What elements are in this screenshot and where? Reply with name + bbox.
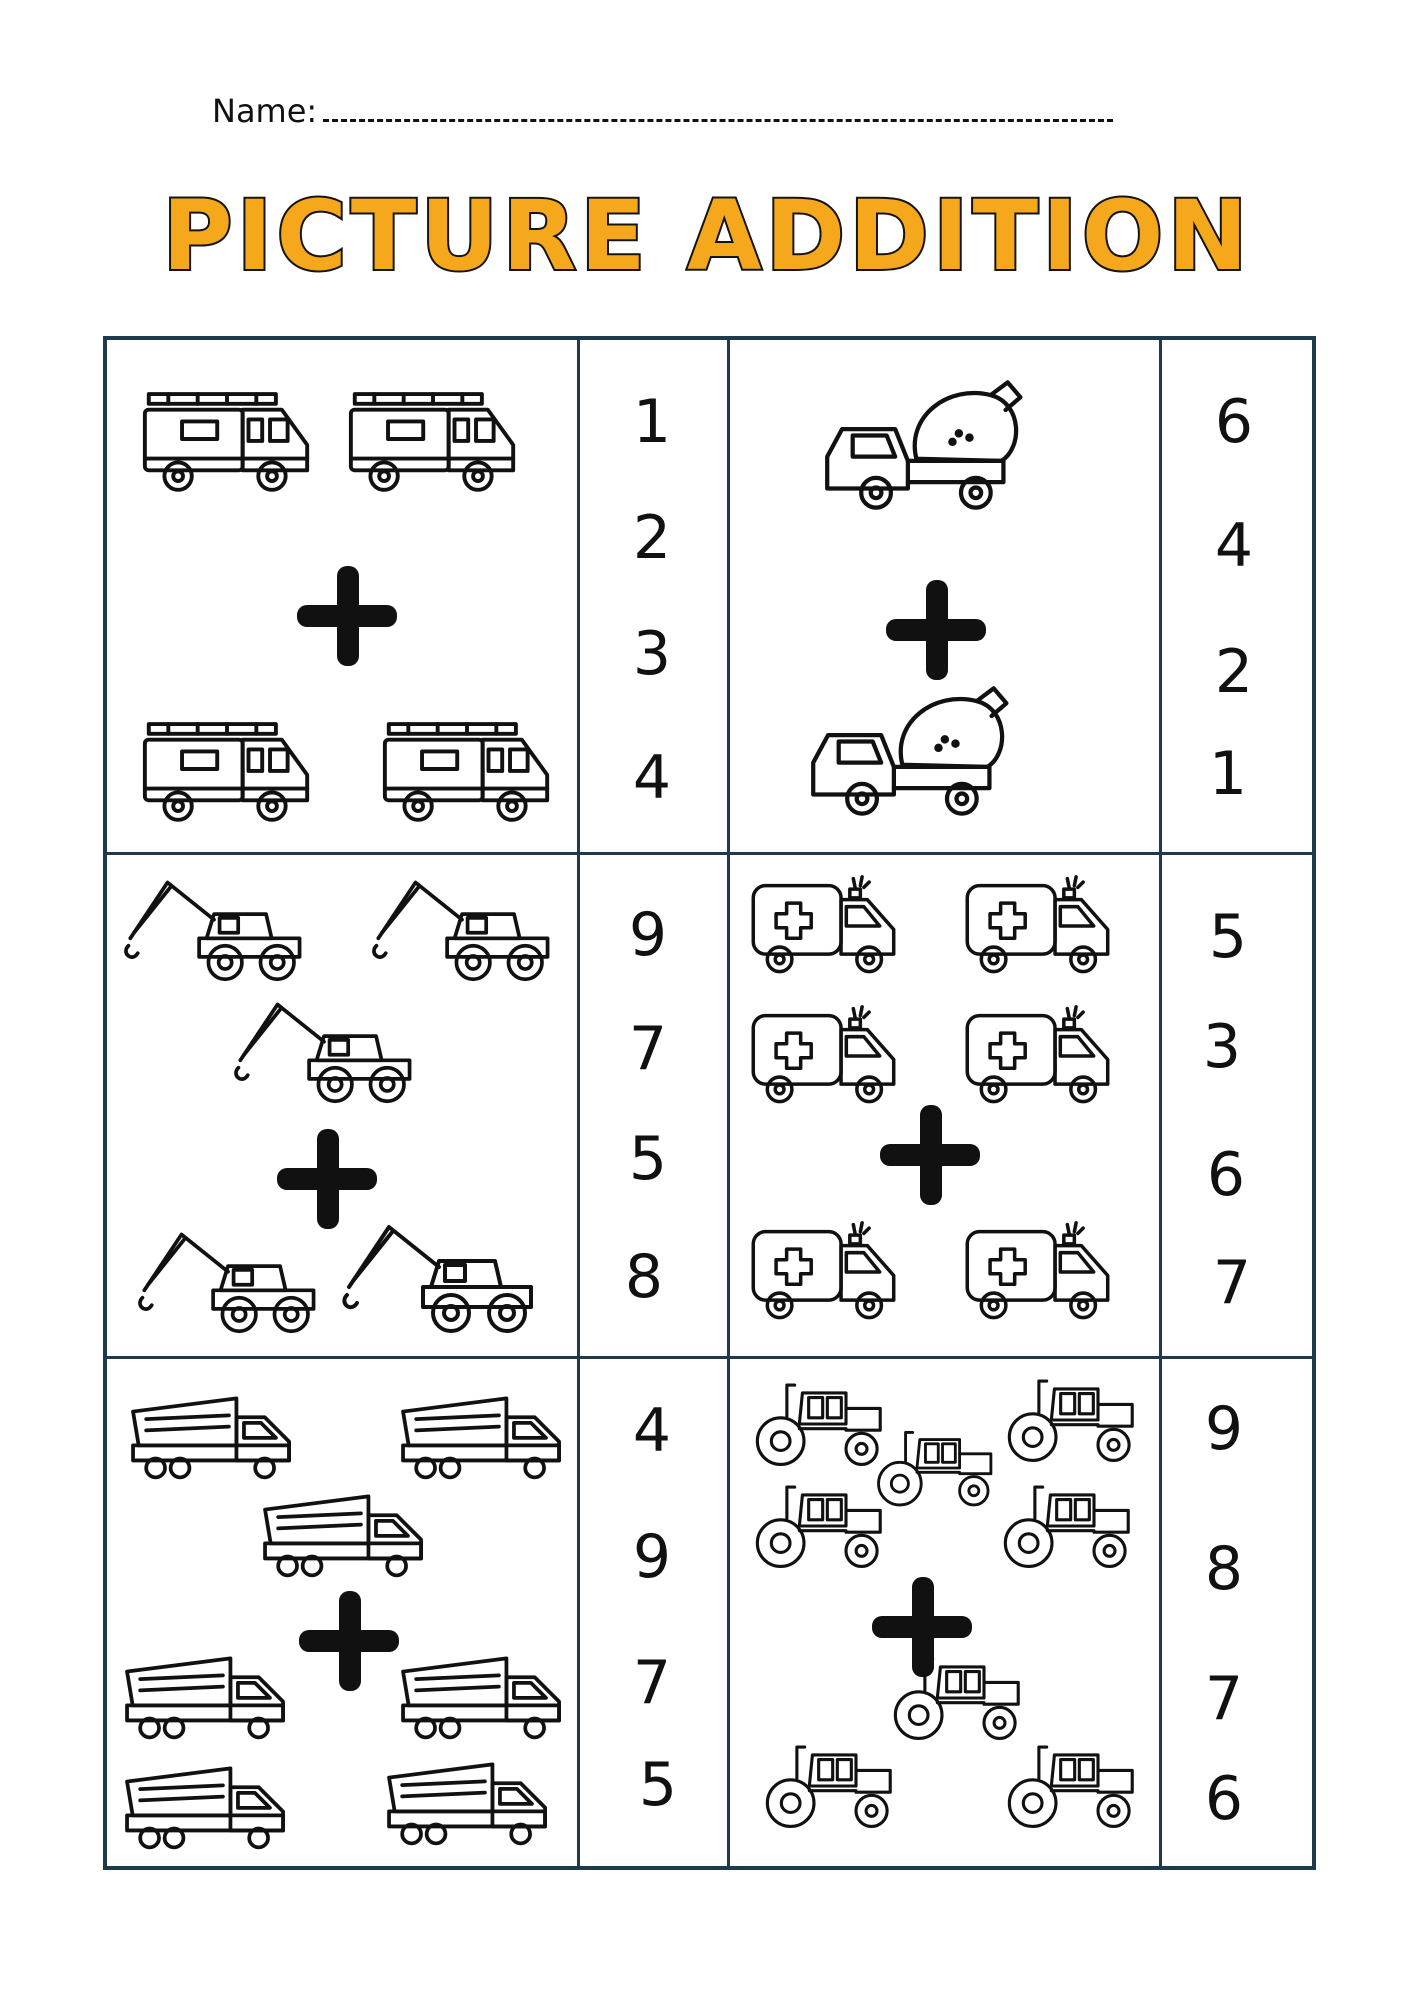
fire-truck-icon — [345, 380, 521, 498]
tractor-icon — [758, 1739, 898, 1833]
cement-mixer-icon — [820, 376, 1034, 514]
tractor-icon — [996, 1479, 1136, 1573]
answer-option[interactable]: 4 — [1214, 511, 1254, 581]
problem-3-picture — [107, 855, 577, 1356]
answer-option[interactable]: 5 — [1208, 902, 1248, 972]
answer-option[interactable]: 7 — [1204, 1664, 1244, 1734]
worksheet-grid — [103, 336, 1316, 1870]
ambulance-icon — [748, 1219, 906, 1325]
name-label: Name: — [212, 92, 318, 130]
excavator-icon — [231, 995, 417, 1107]
tractor-icon — [1000, 1373, 1140, 1467]
problem-6-picture — [730, 1359, 1159, 1867]
answer-option[interactable]: 8 — [624, 1242, 664, 1312]
dump-truck-icon — [397, 1649, 567, 1743]
answer-option[interactable]: 4 — [632, 743, 672, 813]
dump-truck-icon — [127, 1389, 297, 1483]
answer-option[interactable]: 2 — [632, 503, 672, 573]
plus-icon — [886, 580, 986, 680]
ambulance-icon — [962, 1003, 1120, 1109]
answer-option[interactable]: 7 — [1212, 1248, 1252, 1318]
tractor-icon — [748, 1479, 888, 1573]
answer-option[interactable]: 6 — [1214, 387, 1254, 457]
problem-2-picture — [730, 340, 1159, 852]
answer-option[interactable]: 2 — [1214, 637, 1254, 707]
tractor-icon — [748, 1377, 888, 1471]
answer-option[interactable]: 1 — [632, 387, 672, 457]
answer-option[interactable]: 9 — [628, 900, 668, 970]
problem-2-options — [1162, 340, 1312, 852]
problem-4-picture — [730, 855, 1159, 1356]
plus-icon — [880, 1105, 980, 1205]
page-title: PICTURE ADDITION — [162, 180, 1252, 292]
fire-truck-icon — [139, 710, 315, 828]
excavator-icon — [135, 1225, 321, 1337]
ambulance-icon — [748, 873, 906, 979]
dump-truck-icon — [121, 1759, 291, 1853]
plus-icon — [277, 1129, 377, 1229]
answer-option[interactable]: 3 — [632, 619, 672, 689]
problem-1-options — [580, 340, 727, 852]
excavator-icon — [369, 873, 555, 985]
answer-option[interactable]: 3 — [1202, 1012, 1242, 1082]
answer-option[interactable]: 6 — [1206, 1140, 1246, 1210]
dump-truck-icon — [259, 1487, 429, 1581]
answer-option[interactable]: 5 — [628, 1124, 668, 1194]
excavator-icon — [121, 873, 307, 985]
ambulance-icon — [962, 873, 1120, 979]
answer-option[interactable]: 1 — [1208, 739, 1248, 809]
cement-mixer-icon — [806, 682, 1020, 820]
problem-5-picture — [107, 1359, 577, 1867]
dump-truck-icon — [121, 1649, 291, 1743]
fire-truck-icon — [379, 710, 555, 828]
problem-1-picture — [107, 340, 577, 852]
answer-option[interactable]: 8 — [1204, 1534, 1244, 1604]
excavator-icon — [339, 1217, 539, 1337]
name-field[interactable] — [212, 92, 1113, 130]
answer-option[interactable]: 4 — [632, 1396, 672, 1466]
answer-option[interactable]: 5 — [638, 1750, 678, 1820]
tractor-icon — [1000, 1739, 1140, 1833]
dump-truck-icon — [397, 1389, 567, 1483]
problem-6-options — [1162, 1359, 1312, 1867]
ambulance-icon — [748, 1003, 906, 1109]
tractor-icon — [870, 1425, 998, 1511]
answer-option[interactable]: 7 — [628, 1014, 668, 1084]
answer-option[interactable]: 9 — [1204, 1394, 1244, 1464]
fire-truck-icon — [139, 380, 315, 498]
plus-icon — [297, 566, 397, 666]
tractor-icon — [886, 1651, 1026, 1745]
answer-option[interactable]: 6 — [1204, 1764, 1244, 1834]
problem-3-options — [580, 855, 727, 1356]
ambulance-icon — [962, 1219, 1120, 1325]
answer-option[interactable]: 7 — [632, 1648, 672, 1718]
dump-truck-icon — [383, 1755, 553, 1849]
problem-5-options — [580, 1359, 727, 1867]
answer-option[interactable]: 9 — [632, 1522, 672, 1592]
problem-4-options — [1162, 855, 1312, 1356]
name-answer-line[interactable] — [323, 111, 1113, 122]
plus-icon — [299, 1591, 399, 1691]
